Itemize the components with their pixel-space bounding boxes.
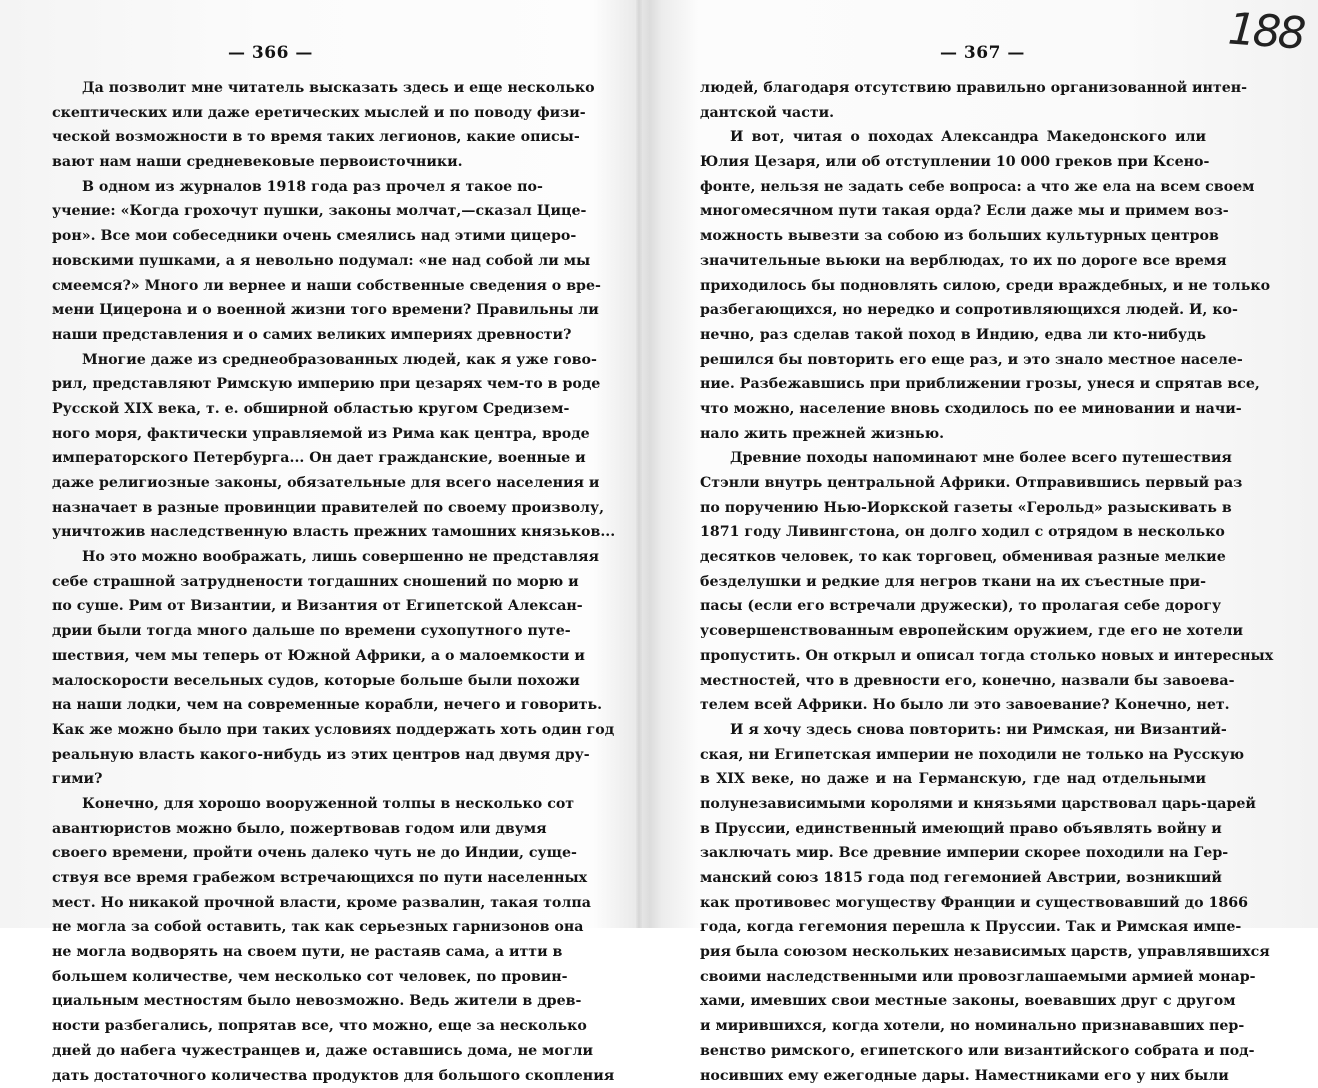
text-line: Конечно, для хорошо вооруженной толпы в несколько сот xyxy=(52,792,540,817)
text-line: скептических или даже еретических мыслей и по поводу физи- xyxy=(52,101,540,126)
text-line: рил, представляют Римскую империю при цезарях чем-то в роде xyxy=(52,372,540,397)
text-line: гими? xyxy=(52,767,540,792)
text-line: ности разбегались, попрятав все, что можно, еще за несколько xyxy=(52,1014,540,1039)
text-line: хами, имевших свои местные законы, воевавших друг с другом xyxy=(700,989,1206,1014)
text-line: рия была союзом нескольких независимых царств, управлявшихся xyxy=(700,940,1206,965)
text-line: И вот, читая о походах Александра Македонского или xyxy=(700,125,1206,150)
text-line: значительные вьюки на верблюдах, то их по дороге все время xyxy=(700,249,1206,274)
text-line: И я хочу здесь снова повторить: ни Римская, ни Византий- xyxy=(700,718,1206,743)
text-line: Да позволит мне читатель высказать здесь и еще несколько xyxy=(52,76,540,101)
text-line: венство римского, египетского или византийского собрата и под- xyxy=(700,1039,1206,1064)
page-number: — 367 — xyxy=(940,43,1025,63)
text-line: назначает в разные провинции правителей по своему произволу, xyxy=(52,496,540,521)
text-line: своими наследственными или провозглашаемыми армией монар- xyxy=(700,965,1206,990)
text-line: шествия, чем мы теперь от Южной Африки, а о малоемкости и xyxy=(52,644,540,669)
text-line: дней до набега чужестранцев и, даже оставшись дома, не могли xyxy=(52,1039,540,1064)
text-line: людей, благодаря отсутствию правильно организованной интен- xyxy=(700,76,1206,101)
text-line: и мирившихся, когда хотели, но номинально признававших пер- xyxy=(700,1014,1206,1039)
text-line: безделушки и редкие для негров ткани на их съестные при- xyxy=(700,570,1206,595)
text-line: многомесячном пути такая орда? Если даже мы и примем воз- xyxy=(700,199,1206,224)
text-line: Стэнли внутрь центральной Африки. Отправившись первый раз xyxy=(700,471,1206,496)
text-line: ние. Разбежавшись при приближении грозы, унеся и спрятав все, xyxy=(700,372,1206,397)
text-line: В одном из журналов 1918 года раз прочел я такое по- xyxy=(52,175,540,200)
text-line: заключать мир. Все древние империи скорее походили на Гер- xyxy=(700,841,1206,866)
text-line: Русской XIX века, т. е. обширной областью кругом Средизем- xyxy=(52,397,540,422)
text-line: не могла водворять на своем пути, не растаяв сама, а итти в xyxy=(52,940,540,965)
text-line: наши представления и о самих великих империях древности? xyxy=(52,323,540,348)
text-line: большем количестве, чем несколько сот человек, по провин- xyxy=(52,965,540,990)
text-line: на наши лодки, чем на современные корабли, нечего и говорить. xyxy=(52,693,540,718)
page-number: — 366 — xyxy=(228,43,313,63)
text-line: полунезависимыми королями и князьями царствовал царь-царей xyxy=(700,792,1206,817)
text-line: пропустить. Он открыл и описал тогда столько новых и интересных xyxy=(700,644,1206,669)
text-line: по поручению Нью-Иоркской газеты «Герольд» разыскивать в xyxy=(700,496,1206,521)
text-line: что можно, население вновь сходилось по ее миновании и начи- xyxy=(700,397,1206,422)
text-line: в Пруссии, единственный имеющий право объявлять войну и xyxy=(700,817,1206,842)
text-line: Как же можно было при таких условиях поддержать хоть один год xyxy=(52,718,540,743)
text-line: дать достаточного количества продуктов для большого скопления xyxy=(52,1064,540,1088)
text-line: года, когда гегемония перешла к Пруссии. Так и Римская импе- xyxy=(700,915,1206,940)
text-line: ская, ни Египетская империи не походили не только на Русскую xyxy=(700,743,1206,768)
text-line: носивших ему ежегодные дары. Наместниками его у них были xyxy=(700,1064,1206,1088)
text-line: циальным местностям было невозможно. Ведь жители в древ- xyxy=(52,989,540,1014)
text-line: рон». Все мои собеседники очень смеялись над этими цицеро- xyxy=(52,224,540,249)
text-line: даже религиозные законы, обязательные для всего населения и xyxy=(52,471,540,496)
text-line: можность вывезти за собою из больших культурных центров xyxy=(700,224,1206,249)
text-line: усовершенствованным европейским оружием, где его не хотели xyxy=(700,619,1206,644)
text-line: ного моря, фактически управляемой из Рима как центра, вроде xyxy=(52,422,540,447)
text-line: решился бы повторить его еще раз, и это знало местное населе- xyxy=(700,348,1206,373)
text-line: авантюристов можно было, пожертвовав годом или двумя xyxy=(52,817,540,842)
text-line: как противовес могуществу Франции и существовавший до 1866 xyxy=(700,891,1206,916)
text-line: смеемся?» Много ли вернее и наши собственные сведения о вре- xyxy=(52,274,540,299)
text-line: нечно, раз сделав такой поход в Индию, едва ли кто-нибудь xyxy=(700,323,1206,348)
text-line: Многие даже из среднеобразованных людей, как я уже гово- xyxy=(52,348,540,373)
text-line: своего времени, пройти очень далеко чуть не до Индии, суще- xyxy=(52,841,540,866)
text-line: ствуя все время грабежом встречающихся по пути населенных xyxy=(52,866,540,891)
text-line: манский союз 1815 года под гегемонией Австрии, возникший xyxy=(700,866,1206,891)
text-line: мени Цицерона и о военной жизни того времени? Правильны ли xyxy=(52,298,540,323)
handwritten-page-count: 188 xyxy=(1226,3,1304,59)
text-line: фонте, нельзя не задать себе вопроса: а что же ела на всем своем xyxy=(700,175,1206,200)
text-line: реальную власть какого-нибудь из этих центров над двумя дру- xyxy=(52,743,540,768)
text-line: дантской части. xyxy=(700,101,1206,126)
text-line: дрии были тогда много дальше по времени сухопутного путе- xyxy=(52,619,540,644)
text-line: не могла за собой оставить, так как серьезных гарнизонов она xyxy=(52,915,540,940)
page-text xyxy=(52,76,540,1088)
text-line: Юлия Цезаря, или об отступлении 10 000 греков при Ксено- xyxy=(700,150,1206,175)
text-line: десятков человек, то как торговец, обменивая разные мелкие xyxy=(700,545,1206,570)
text-line: Но это можно воображать, лишь совершенно не представляя xyxy=(52,545,540,570)
text-line: вают нам наши средневековые первоисточники. xyxy=(52,150,540,175)
text-line: новскими пушками, а я невольно подумал: «не над собой ли мы xyxy=(52,249,540,274)
text-line: пасы (если его встречали дружески), то пролагая себе дорогу xyxy=(700,594,1206,619)
text-line: по суше. Рим от Византии, и Византия от Египетской Алексан- xyxy=(52,594,540,619)
text-line: телем всей Африки. Но было ли это завоевание? Конечно, нет. xyxy=(700,693,1206,718)
text-line: местностей, что в древности его, конечно, назвали бы завоева- xyxy=(700,669,1206,694)
text-line: ческой возможности в то время таких легионов, какие описы- xyxy=(52,125,540,150)
text-line: приходилось бы подновлять силою, среди враждебных, и не только xyxy=(700,274,1206,299)
text-line: нало жить прежней жизнью. xyxy=(700,422,1206,447)
text-line: мест. Но никакой прочной власти, кроме развалин, такая толпа xyxy=(52,891,540,916)
text-line: уничтожив наследственную власть прежних тамошних князьков... xyxy=(52,520,540,545)
text-line: 1871 году Ливингстона, он долго ходил с отрядом в несколько xyxy=(700,520,1206,545)
text-line: учение: «Когда грохочут пушки, законы молчат,—сказал Цице- xyxy=(52,199,540,224)
text-line: Древние походы напоминают мне более всего путешествия xyxy=(700,446,1206,471)
text-line: малоскорости весельных судов, которые больше были похожи xyxy=(52,669,540,694)
page-text xyxy=(700,76,1206,1088)
text-line: разбегающихся, но нередко и сопротивляющихся людей. И, ко- xyxy=(700,298,1206,323)
text-line: императорского Петербурга... Он дает гражданские, военные и xyxy=(52,446,540,471)
text-line: в XIX веке, но даже и на Германскую, где над отдельными xyxy=(700,767,1206,792)
text-line: себе страшной затруднености тогдашних сношений по морю и xyxy=(52,570,540,595)
page-fold xyxy=(636,0,642,928)
